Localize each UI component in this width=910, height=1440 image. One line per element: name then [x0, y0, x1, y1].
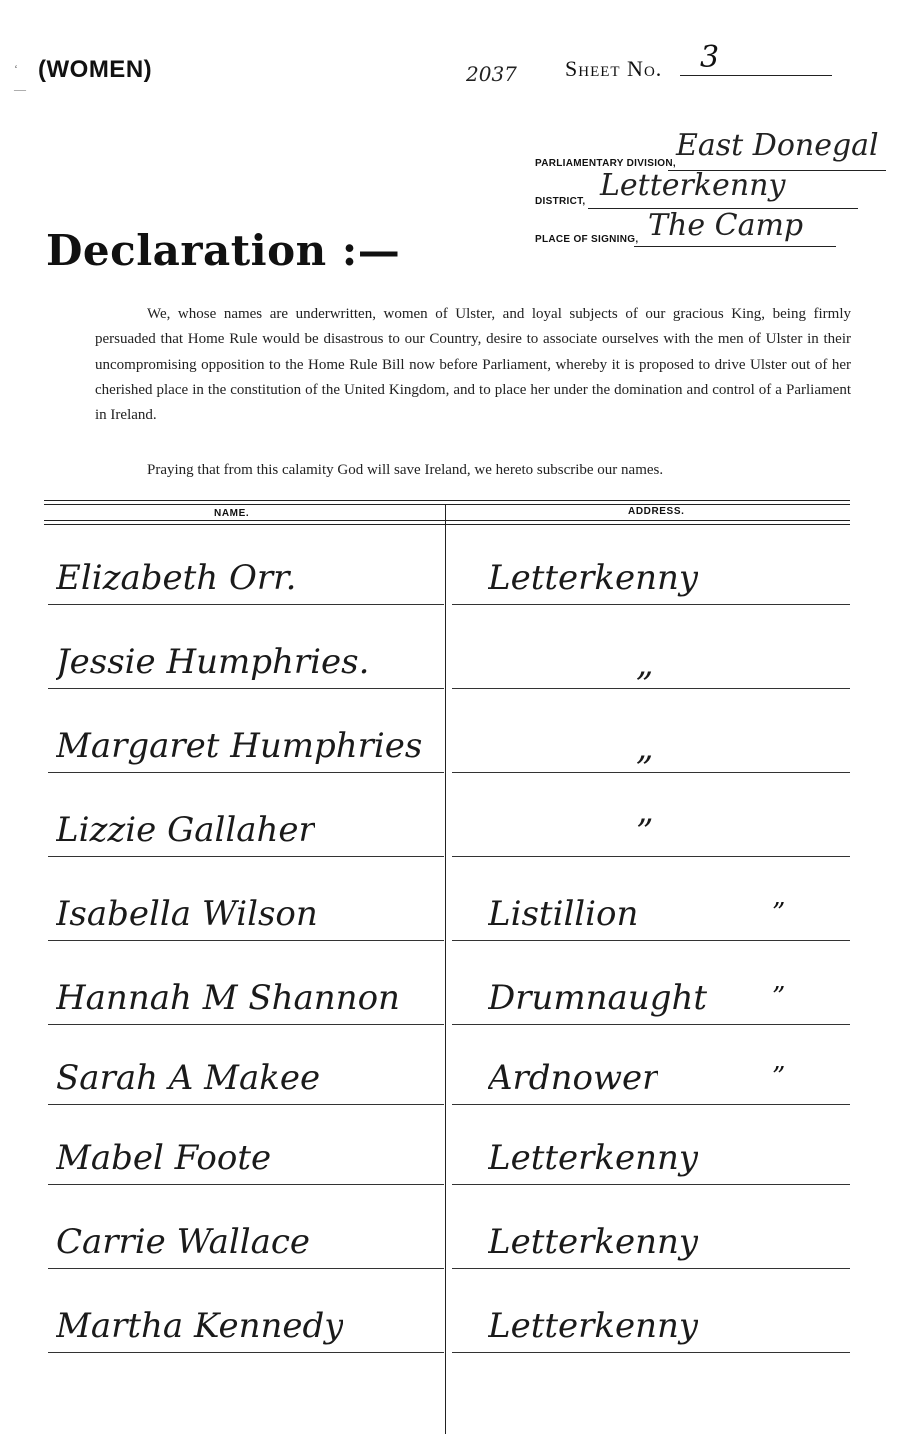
name-line	[48, 1104, 444, 1105]
place-line	[634, 246, 836, 247]
signature-name: Mabel Foote	[56, 1138, 272, 1178]
form-title: (WOMEN)	[38, 56, 153, 83]
address-line	[452, 1352, 850, 1353]
signature-name: Hannah M Shannon	[56, 978, 400, 1018]
signature-address: Ardnower	[488, 1058, 659, 1098]
address-line	[452, 940, 850, 941]
signature-name: Jessie Humphries.	[56, 642, 370, 682]
signature-name: Elizabeth Orr.	[56, 558, 297, 598]
name-line	[48, 1352, 444, 1353]
sheet-number: 3	[700, 40, 720, 75]
signature-address: „	[636, 728, 654, 768]
name-column-header: NAME.	[214, 508, 250, 519]
name-line	[48, 856, 444, 857]
signature-address: „	[636, 644, 654, 684]
ditto-mark: ”	[772, 898, 786, 928]
sheet-number-line	[680, 75, 832, 76]
signature-name: Carrie Wallace	[56, 1222, 311, 1262]
signature-address: Letterkenny	[488, 1222, 699, 1262]
declaration-prayer: Praying that from this calamity God will save Ireland, we hereto subscribe our names.	[147, 462, 664, 478]
name-line	[48, 940, 444, 941]
signature-name: Margaret Humphries	[56, 726, 423, 766]
signature-address: Letterkenny	[488, 1306, 699, 1346]
address-line	[452, 1184, 850, 1185]
address-line	[452, 604, 850, 605]
signature-address: Letterkenny	[488, 558, 699, 598]
declaration-heading: Declaration :—	[46, 226, 401, 275]
signature-address: Letterkenny	[488, 1138, 699, 1178]
address-line	[452, 856, 850, 857]
name-line	[48, 1184, 444, 1185]
address-line	[452, 688, 850, 689]
signature-name: Lizzie Gallaher	[56, 810, 315, 850]
signature-address: Listillion	[488, 894, 639, 934]
table-top-rule	[44, 500, 850, 501]
signature-address: Drumnaught	[488, 978, 708, 1018]
district-label: DISTRICT,	[535, 196, 586, 207]
sheet-label: Sheet No.	[565, 56, 663, 81]
place-value: The Camp	[648, 208, 804, 243]
address-line	[452, 1104, 850, 1105]
margin-mark: —	[14, 82, 26, 96]
column-divider	[445, 504, 446, 1434]
name-line	[48, 688, 444, 689]
name-line	[48, 604, 444, 605]
table-header-rule	[44, 520, 850, 521]
margin-mark: ‘	[14, 62, 18, 76]
signature-name: Sarah A Makee	[56, 1058, 321, 1098]
table-top-rule	[44, 504, 850, 505]
ditto-mark: ”	[772, 982, 786, 1012]
address-line	[452, 1268, 850, 1269]
division-value: East Donegal	[676, 128, 879, 163]
address-line	[452, 772, 850, 773]
signature-name: Isabella Wilson	[56, 894, 318, 934]
ditto-mark: ”	[772, 1062, 786, 1092]
district-value: Letterkenny	[600, 168, 786, 203]
address-column-header: ADDRESS.	[628, 506, 685, 517]
table-header-rule	[44, 524, 850, 525]
reference-number: 2037	[466, 62, 517, 86]
name-line	[48, 772, 444, 773]
name-line	[48, 1268, 444, 1269]
address-line	[452, 1024, 850, 1025]
place-label: PLACE OF SIGNING,	[535, 234, 639, 245]
name-line	[48, 1024, 444, 1025]
declaration-body: We, whose names are underwritten, women of Ulster, and loyal subjects of our gracious King, being firmly persuaded that Home Rule would be disastrous to our Country, desire to associate ourselves with the men of Ulster in their uncompromising opposition to the Home Rule Bill now before Parliament, whereby it is proposed to drive Ulster out of her cherished place in the constitution of the United Kingdom, and to place her under the domination and control of a Parliament in Ireland.	[95, 306, 851, 424]
signature-name: Martha Kennedy	[56, 1306, 344, 1346]
signature-address: ”	[636, 812, 654, 852]
division-label: PARLIAMENTARY DIVISION,	[535, 158, 676, 169]
